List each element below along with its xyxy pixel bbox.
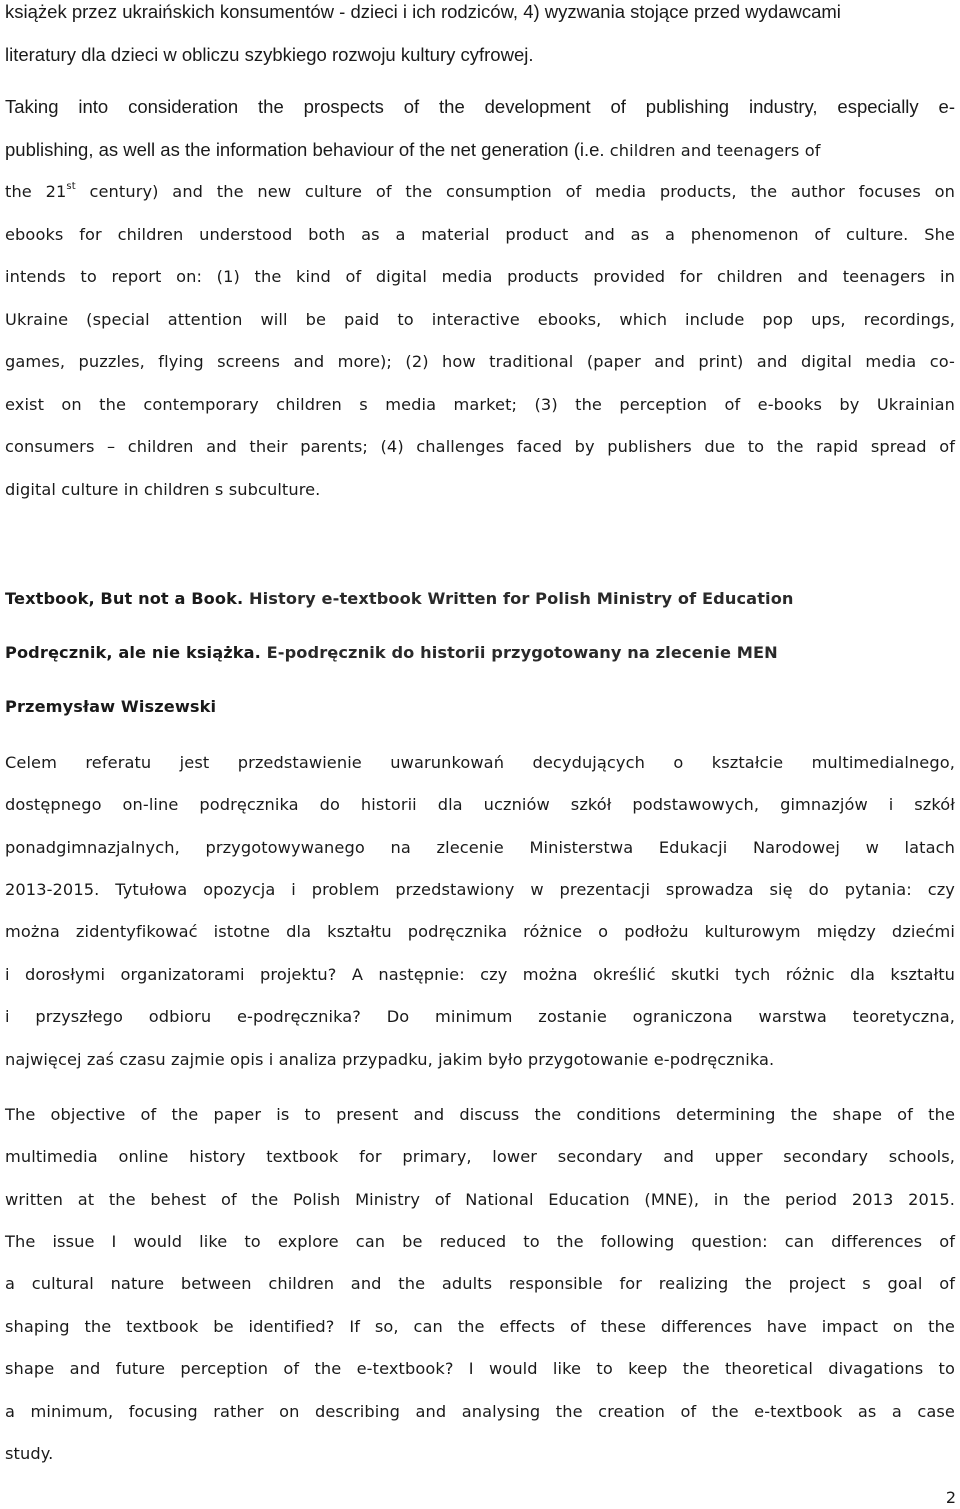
title-rest: E-podręcznik do historii przygotowany na zlecenie MEN [260,643,778,662]
page-number: 2 [945,1488,956,1507]
title-bold: Textbook, But not a Book. [5,589,244,608]
paragraph-line: literatury dla dzieci w obliczu szybkiego rozwoju kultury cyfrowej. [5,44,534,65]
paragraph-line: Ukraine (special attention will be paid to interactive ebooks, which include pop ups, recordings, [5,310,955,329]
title-bold: Podręcznik, ale nie książka. [5,643,261,662]
paragraph-line: dostępnego on-line podręcznika do historii dla uczniów szkół podstawowych, gimnazjów i szkół [5,795,955,814]
paragraph-line: The objective of the paper is to present and discuss the conditions determining the shape of the [5,1105,955,1124]
paragraph-text: century) and the new culture of the consumption of media products, the author focuses on [75,182,955,201]
paragraph-line: książek przez ukraińskich konsumentów - dzieci i ich rodziców, 4) wyzwania stojące przed wydawcami [5,1,841,22]
paragraph-line-mixed [5,138,955,162]
paragraph-line: study. [5,1444,54,1463]
paragraph-line: games, puzzles, flying screens and more); (2) how traditional (paper and print) and digital media co- [5,352,955,371]
paragraph-line: digital culture in children s subculture. [5,480,321,499]
paragraph-line: i przyszłego odbioru e-podręcznika? Do minimum zostanie ograniczona warstwa teoretyczna, [5,1007,955,1026]
paragraph-line: i dorosłymi organizatorami projektu? A następnie: czy można określić skutki tych różnic dla kształtu [5,965,955,984]
paragraph-line: ponadgimnazjalnych, przygotowywanego na zlecenie Ministerstwa Edukacji Narodowej w latach [5,838,955,857]
title-rest: History e-textbook Written for Polish Ministry of Education [243,589,794,608]
paragraph-line: written at the behest of the Polish Ministry of National Education (MNE), in the period 2013 2015. [5,1190,955,1209]
paragraph-line: można zidentyfikować istotne dla kształtu podręcznika różnice o podłożu kulturowym między dziećmi [5,922,955,941]
paragraph-line: shape and future perception of the e-textbook? I would like to keep the theoretical divagations to [5,1359,955,1378]
superscript: st [66,181,76,192]
paragraph-text: the 21 [5,182,67,201]
paragraph-line: Celem referatu jest przedstawienie uwarunkowań decydujących o kształcie multimedialnego, [5,753,955,772]
author-name: Przemysław Wiszewski [5,697,217,716]
section-title-en [5,587,955,611]
section-title-pl [5,641,955,665]
paragraph-line: multimedia online history textbook for primary, lower secondary and upper secondary schools, [5,1147,955,1166]
paragraph-line: 2013-2015. Tytułowa opozycja i problem przedstawiony w prezentacji sprowadza się do pytania: czy [5,880,955,899]
paragraph-line: consumers – children and their parents; (4) challenges faced by publishers due to the rapid spread of [5,437,955,456]
paragraph-line: exist on the contemporary children s media market; (3) the perception of e-books by Ukrainian [5,395,955,414]
paragraph-line: The issue I would like to explore can be reduced to the following question: can differences of [5,1232,955,1251]
paragraph-line [5,180,955,204]
paragraph-line: shaping the textbook be identified? If so, can the effects of these differences have impact on the [5,1317,955,1336]
paragraph-line: Taking into consideration the prospects of the development of publishing industry, especially e- [5,96,955,117]
paragraph-line: ebooks for children understood both as a material product and as a phenomenon of culture. She [5,225,955,244]
paragraph-text: children and teenagers of [604,141,821,160]
paragraph-line: najwięcej zaś czasu zajmie opis i analiza przypadku, jakim było przygotowanie e-podręcznika. [5,1050,775,1069]
paragraph-line: a minimum, focusing rather on describing and analysing the creation of the e-textbook as a case [5,1402,955,1421]
paragraph-line: intends to report on: (1) the kind of digital media products provided for children and teenagers in [5,267,955,286]
paragraph-text: publishing, as well as the information behaviour of the net generation (i.e. [5,139,605,160]
paragraph-line: a cultural nature between children and the adults responsible for realizing the project s goal of [5,1274,955,1293]
